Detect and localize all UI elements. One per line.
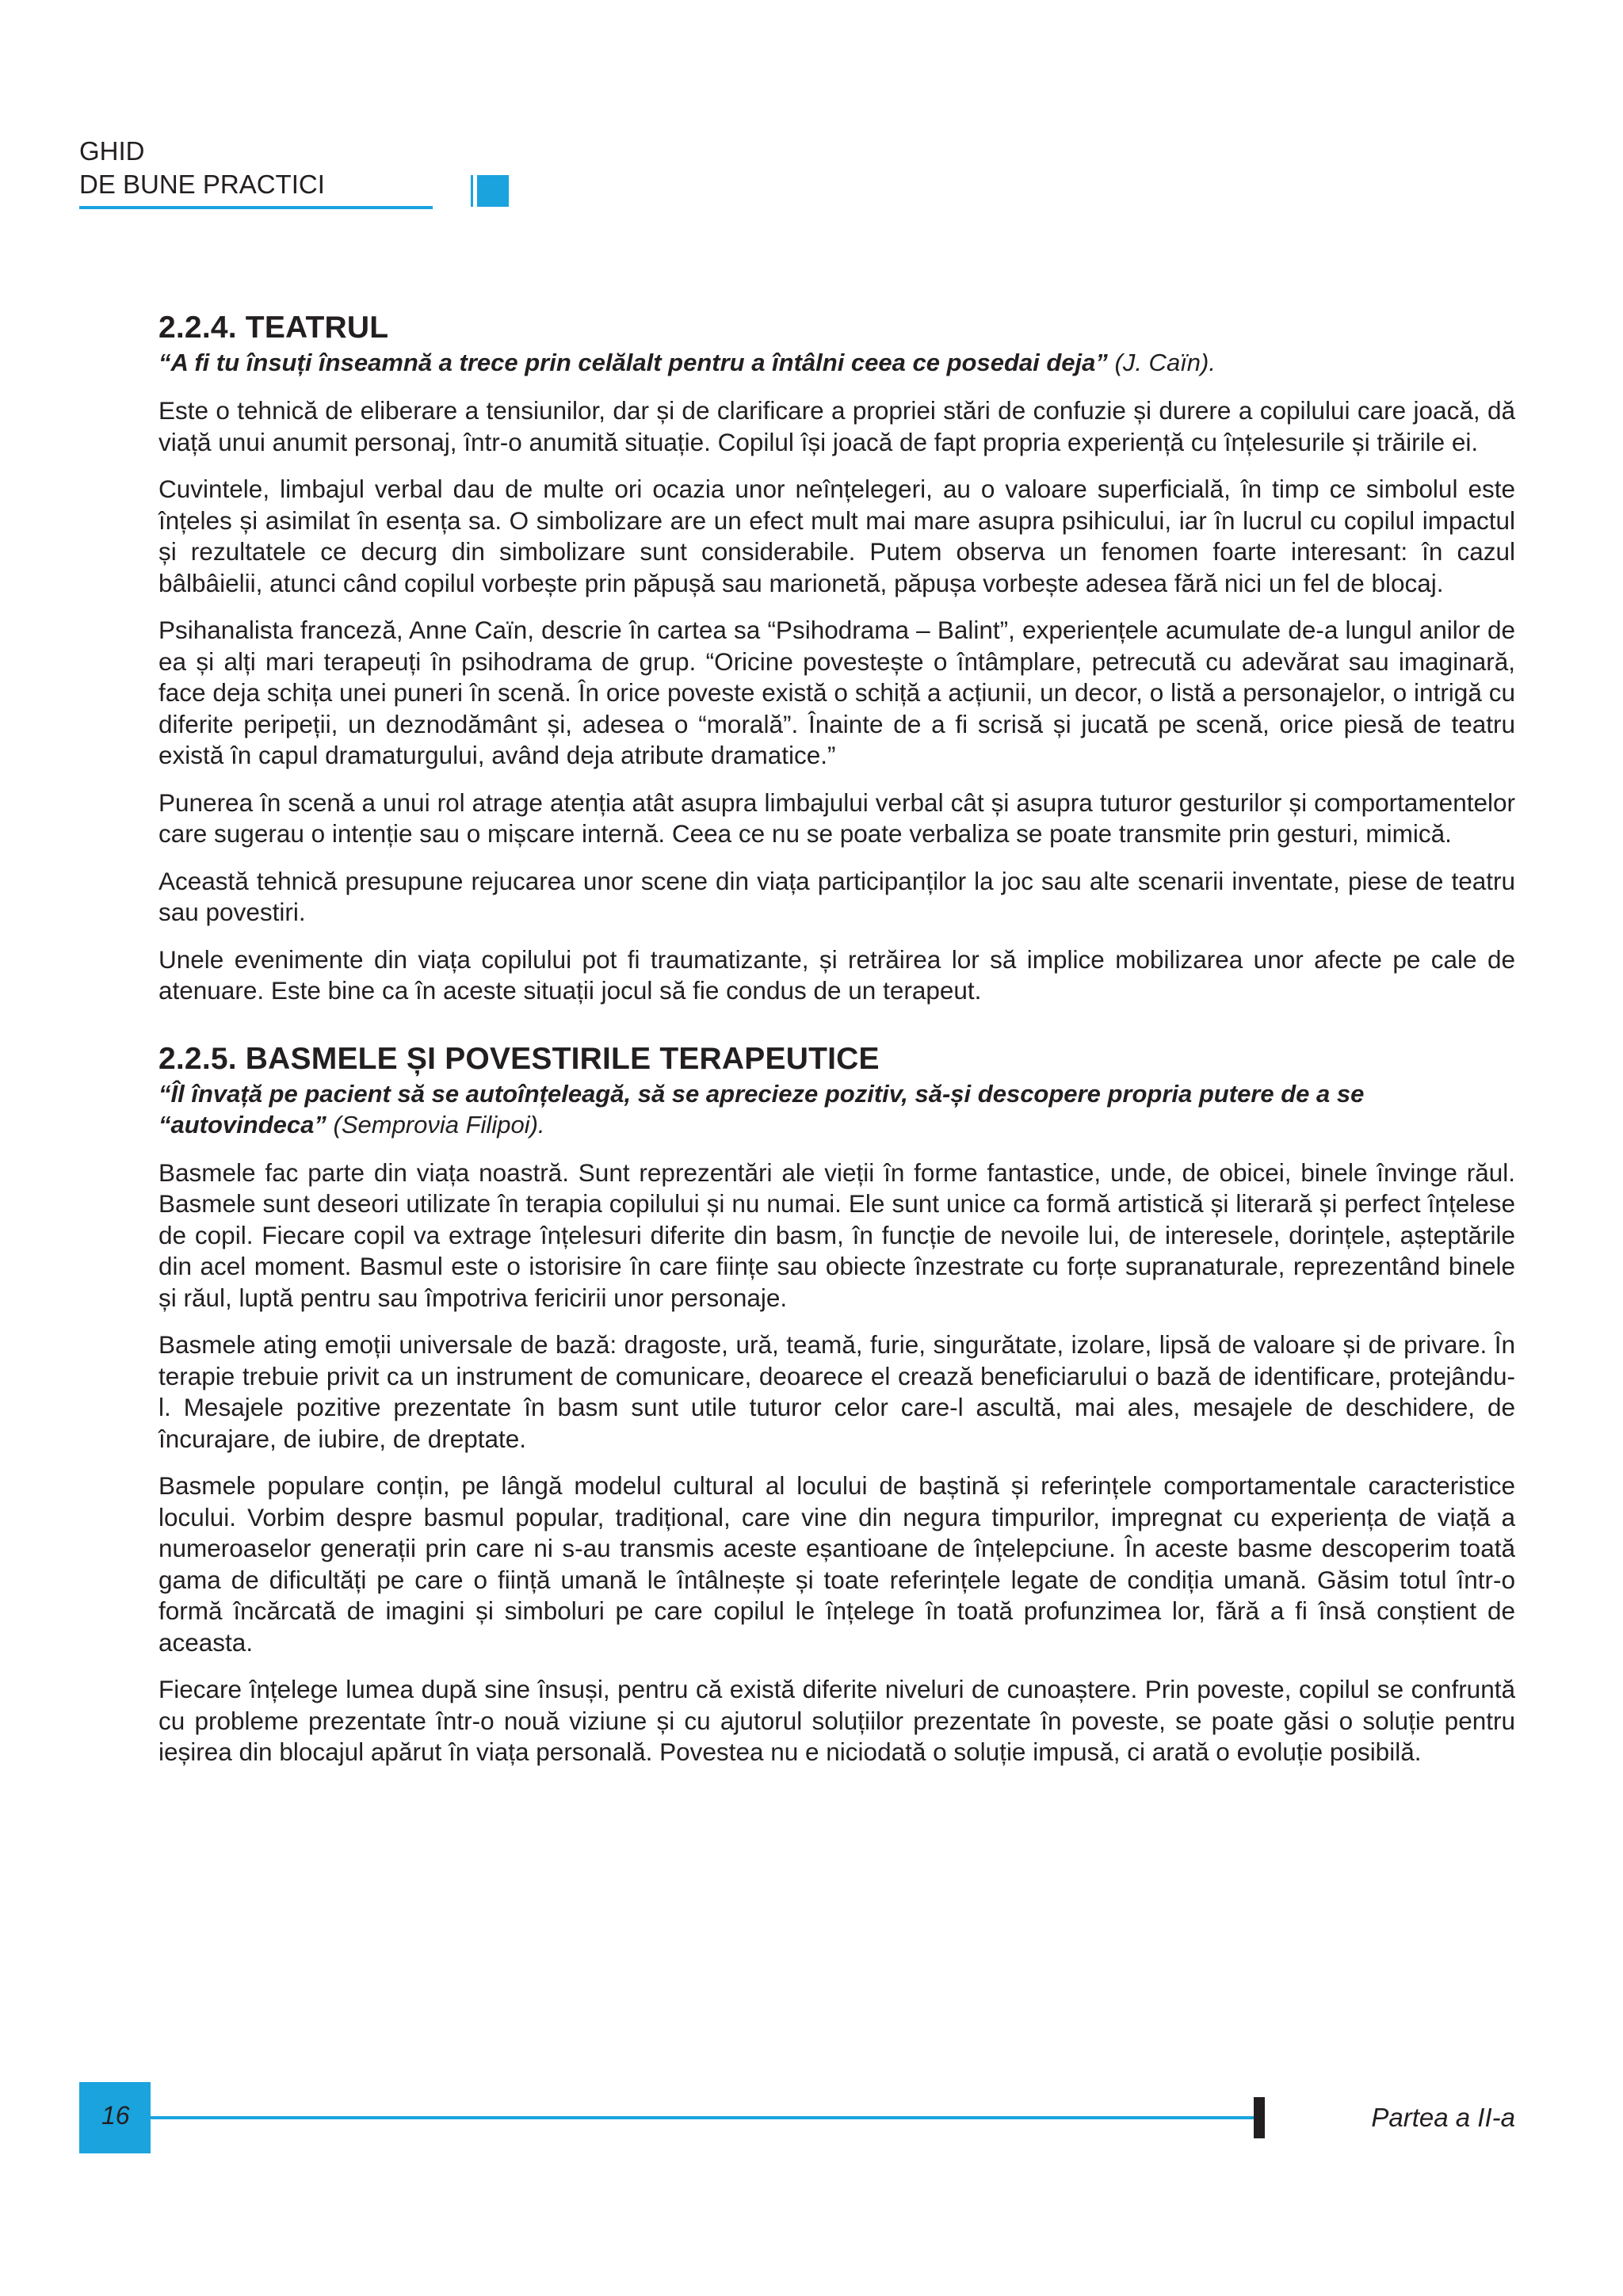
section-title: 2.2.4. TEATRUL: [158, 311, 389, 345]
paragraph: Basmele fac parte din viața noastră. Sunt reprezentări ale vieții în forme fantastice, unde, de obicei, binele învinge răul. Basmele sunt deseori utilizate în terapia copilului și nu numai. Ele sunt unice ca formă artistică și literară și perfect înțelese de copil. Fiecare copil va extrage înțelesuri diferite din basm, în funcție de nevoile lui, de interesele, dorințele, așteptările din acel moment. Basmul este o istorisire în care ființe sau obiecte înzestrate cu forțe supranaturale, reprezentând binele și răul, luptă pentru sau împotriva fericirii unor personaje.: [158, 1158, 1515, 1312]
page-content: [158, 311, 1515, 1803]
header-square-mark: [477, 175, 509, 207]
motto-author: (J. Caïn).: [1107, 349, 1216, 376]
paragraph: Psihanalista franceză, Anne Caïn, descrie în cartea sa “Psihodrama – Balint”, experiențele acumulate de-a lungul anilor de ea și alți mari terapeuți în psihodrama de grup. “Oricine povestește o întâmplare, petrecută cu adevărat sau imaginară, face deja schița unei puneri în scenă. În orice poveste există o schiță a acțiunii, un decor, o listă a personajelor, o intrigă cu diferite peripeții, un deznodământ și, adesea o “morală”. Înainte de a fi scrisă și jucată pe scenă, orice piesă de teatru există în capul dramaturgului, având deja atribute dramatice.”: [158, 616, 1515, 769]
section-motto: [158, 347, 1515, 378]
paragraph: Unele evenimente din viața copilului pot fi traumatizante, și retrăirea lor să implice mobilizarea unor afecte pe cale de atenuare. Este bine ca în aceste situații jocul să fie condus de un terapeut.: [158, 944, 1515, 1005]
paragraph: Basmele populare conțin, pe lângă modelul cultural al locului de baștină și referințele comportamentale caracteristice locului. Vorbim despre basmul popular, tradițional, care vine din negura timpurilor, impregnat cu experiența de viață a numeroaselor generații prin care ni s-au transmis aceste eșantioane de înțelepciune. În aceste basme descoperim toată gama de dificultăți pe care o ființă umană le întâlnește și toate referințele legate de condiția umană. Găsim totul într-o formă încărcată de imagini și simboluri pe care copilul le înțelege în toată profunzimea lor, fără a fi însă conștient de aceasta.: [158, 1471, 1515, 1657]
header-rule: [79, 206, 433, 209]
paragraph: Este o tehnică de eliberare a tensiunilor, dar și de clarificare a propriei stări de confuzie și durere a copilului care joacă, dă viață unui anumit personaj, într-o anumită situație. Copilul își joacă de fapt propria experiență cu înțelesurile și trăirile ei.: [158, 396, 1515, 456]
paragraph: Cuvintele, limbajul verbal dau de multe ori ocazia unor neînțelegeri, au o valoare superficială, în timp ce simbolul este înțeles și asimilat în esența sa. O simbolizare are un efect mult mai mare asupra psihicului, iar în lucrul cu copilul impactul și rezultatele ce decurg din simbolizare sunt considerabile. Putem observa un fenomen foarte interesant: în cazul bâlbâielii, atunci când copilul vorbește prin păpușă sau marionetă, păpușa vorbește adesea fără nici un fel de blocaj.: [158, 475, 1515, 597]
section-basmele: [158, 1042, 1515, 1768]
paragraph: Fiecare înțelege lumea după sine însuși, pentru că există diferite niveluri de cunoaștere. Prin poveste, copilul se confruntă cu probleme prezentate într-o nouă viziune și cu ajutorul soluțiilor prezentate în poveste, se poate găsi o soluție pentru ieșirea din blocajul apărut în viața personală. Povestea nu e niciodată o soluție impusă, ci arată o evoluție posibilă.: [158, 1675, 1515, 1766]
paragraph: Această tehnică presupune rejucarea unor scene din viața participanților la joc sau alte scenarii inventate, piese de teatru sau povestiri.: [158, 866, 1515, 926]
section-motto: [158, 1078, 1515, 1140]
paragraph: Basmele ating emoții universale de bază: dragoste, ură, teamă, furie, singurătate, izolare, lipsă de valoare și de privare. În terapie trebuie privit ca un instrument de comunicare, deoarece el crează beneficiarului o bază de identificare, protejându-l. Mesajele pozitive prezentate în basm sunt utile tuturor celor care-l ascultă, mai ales, mesajele de deschidere, de încurajare, de iubire, de dreptate.: [158, 1330, 1515, 1453]
footer-part-label: Partea a II-a: [1371, 2103, 1515, 2132]
header-title-line1: GHID: [79, 136, 145, 166]
section-title: 2.2.5. BASMELE ȘI POVESTIRILE TERAPEUTICE: [158, 1041, 880, 1076]
running-header: [79, 136, 433, 209]
section-teatrul: [158, 311, 1515, 1007]
motto-author: (Semprονia Filipoi).: [326, 1110, 545, 1138]
page-number-box: [79, 2082, 151, 2153]
page-number: 16: [101, 2101, 130, 2130]
footer-rule: [151, 2116, 1254, 2119]
footer-end-mark: [1254, 2097, 1265, 2138]
header-title-line2: DE BUNE PRACTICI: [79, 170, 325, 199]
motto-quote: “A fi tu însuți înseamnă a trece prin celălalt pentru a întâlni ceea ce posedai deja”: [158, 349, 1108, 376]
motto-quote: “Îl învață pe pacient să se autoînțeleagă, să se aprecieze pozitiv, să-și descopere propria putere de a se “autovindeca”: [158, 1079, 1365, 1138]
paragraph: Punerea în scenă a unui rol atrage atenția atât asupra limbajului verbal cât și asupra tuturor gesturilor și comportamentelor care sugerau o intenție sau o mișcare internă. Ceea ce nu se poate verbaliza se poate transmite prin gesturi, mimică.: [158, 788, 1515, 848]
